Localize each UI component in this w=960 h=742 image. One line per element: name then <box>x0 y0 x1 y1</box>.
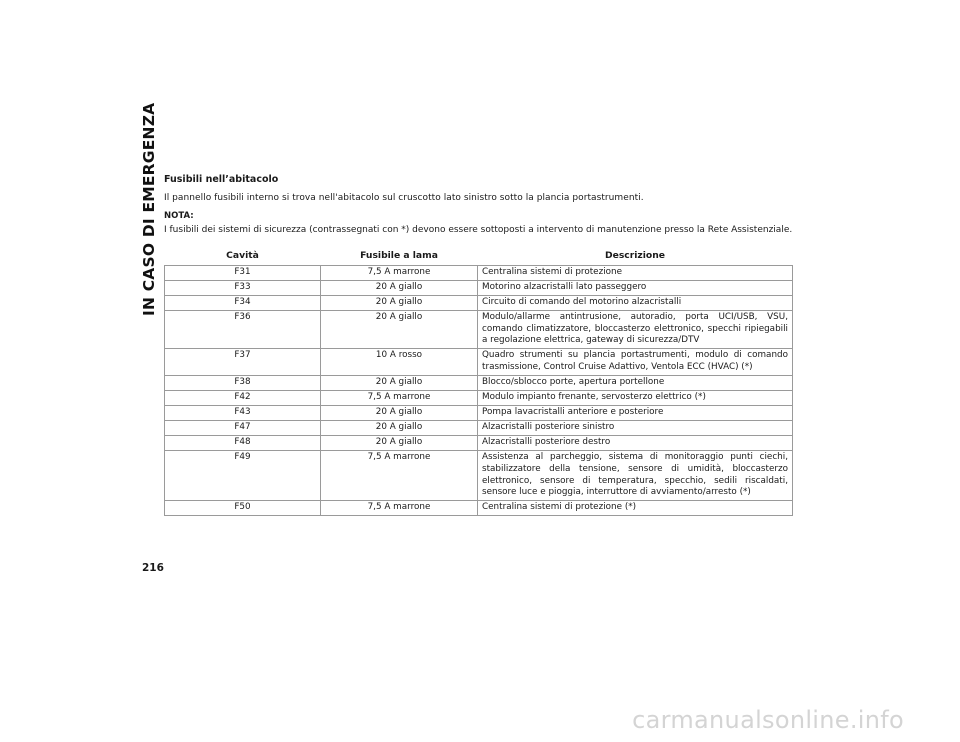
cell-cavity: F31 <box>165 265 321 280</box>
cell-fuse: 20 A giallo <box>321 435 478 450</box>
fuse-table <box>164 248 793 516</box>
page-number: 216 <box>142 562 164 574</box>
header-description: Descrizione <box>478 248 793 265</box>
cell-fuse: 7,5 A marrone <box>321 450 478 501</box>
cell-fuse: 7,5 A marrone <box>321 501 478 516</box>
cell-fuse: 20 A giallo <box>321 420 478 435</box>
table-row <box>165 435 793 450</box>
cell-cavity: F36 <box>165 310 321 349</box>
cell-cavity: F33 <box>165 280 321 295</box>
cell-description: Centralina sistemi di protezione <box>478 265 793 280</box>
cell-cavity: F43 <box>165 405 321 420</box>
table-row <box>165 420 793 435</box>
cell-description: Assistenza al parcheggio, sistema di monitoraggio punti ciechi, stabilizzatore della tensione, sensore di umidità, bloccasterzo elettronico, sensore di temperatura, specchio, sedili riscaldati, sensore luce e pioggia, interruttore di avviamento/arresto (*) <box>478 450 793 501</box>
cell-cavity: F34 <box>165 295 321 310</box>
cell-description: Motorino alzacristalli lato passeggero <box>478 280 793 295</box>
cell-cavity: F47 <box>165 420 321 435</box>
cell-description: Quadro strumenti su plancia portastrumenti, modulo di comando trasmissione, Control Cruise Adattivo, Ventola ECC (HVAC) (*) <box>478 349 793 376</box>
note-label: NOTA: <box>164 211 194 221</box>
watermark: carmanualsonline.info <box>632 706 904 734</box>
table-row <box>165 501 793 516</box>
table-row <box>165 376 793 391</box>
cell-fuse: 20 A giallo <box>321 405 478 420</box>
cell-description: Blocco/sblocco porte, apertura portellone <box>478 376 793 391</box>
table-row <box>165 349 793 376</box>
cell-fuse: 20 A giallo <box>321 310 478 349</box>
table-row <box>165 265 793 280</box>
cell-fuse: 20 A giallo <box>321 376 478 391</box>
section-title: Fusibili nell’abitacolo <box>164 174 279 185</box>
table-row <box>165 280 793 295</box>
cell-cavity: F50 <box>165 501 321 516</box>
cell-description: Circuito di comando del motorino alzacristalli <box>478 295 793 310</box>
cell-fuse: 10 A rosso <box>321 349 478 376</box>
cell-fuse: 20 A giallo <box>321 280 478 295</box>
header-fuse: Fusibile a lama <box>321 248 478 265</box>
cell-cavity: F38 <box>165 376 321 391</box>
cell-fuse: 7,5 A marrone <box>321 265 478 280</box>
cell-description: Alzacristalli posteriore sinistro <box>478 420 793 435</box>
cell-cavity: F48 <box>165 435 321 450</box>
table-row <box>165 405 793 420</box>
cell-description: Alzacristalli posteriore destro <box>478 435 793 450</box>
cell-fuse: 7,5 A marrone <box>321 391 478 406</box>
table-header-row <box>165 248 793 265</box>
chapter-side-tab <box>139 102 159 570</box>
header-cavity: Cavità <box>165 248 321 265</box>
table-row <box>165 295 793 310</box>
cell-cavity: F42 <box>165 391 321 406</box>
chapter-title: IN CASO DI EMERGENZA <box>140 102 158 316</box>
table-row <box>165 310 793 349</box>
table-row <box>165 450 793 501</box>
cell-cavity: F49 <box>165 450 321 501</box>
cell-description: Pompa lavacristalli anteriore e posteriore <box>478 405 793 420</box>
cell-fuse: 20 A giallo <box>321 295 478 310</box>
note-text: I fusibili dei sistemi di sicurezza (contrassegnati con *) devono essere sottoposti a intervento di manutenzione presso la Rete Assistenziale. <box>164 225 793 235</box>
cell-description: Modulo impianto frenante, servosterzo elettrico (*) <box>478 391 793 406</box>
table-row <box>165 391 793 406</box>
cell-cavity: F37 <box>165 349 321 376</box>
cell-description: Centralina sistemi di protezione (*) <box>478 501 793 516</box>
intro-paragraph: Il pannello fusibili interno si trova nell'abitacolo sul cruscotto lato sinistro sotto la plancia portastrumenti. <box>164 193 644 203</box>
cell-description: Modulo/allarme antintrusione, autoradio, porta UCI/USB, VSU, comando climatizzatore, bloccasterzo elettronico, specchi ripiegabili a regolazione elettrica, gateway di sicurezza/DTV <box>478 310 793 349</box>
